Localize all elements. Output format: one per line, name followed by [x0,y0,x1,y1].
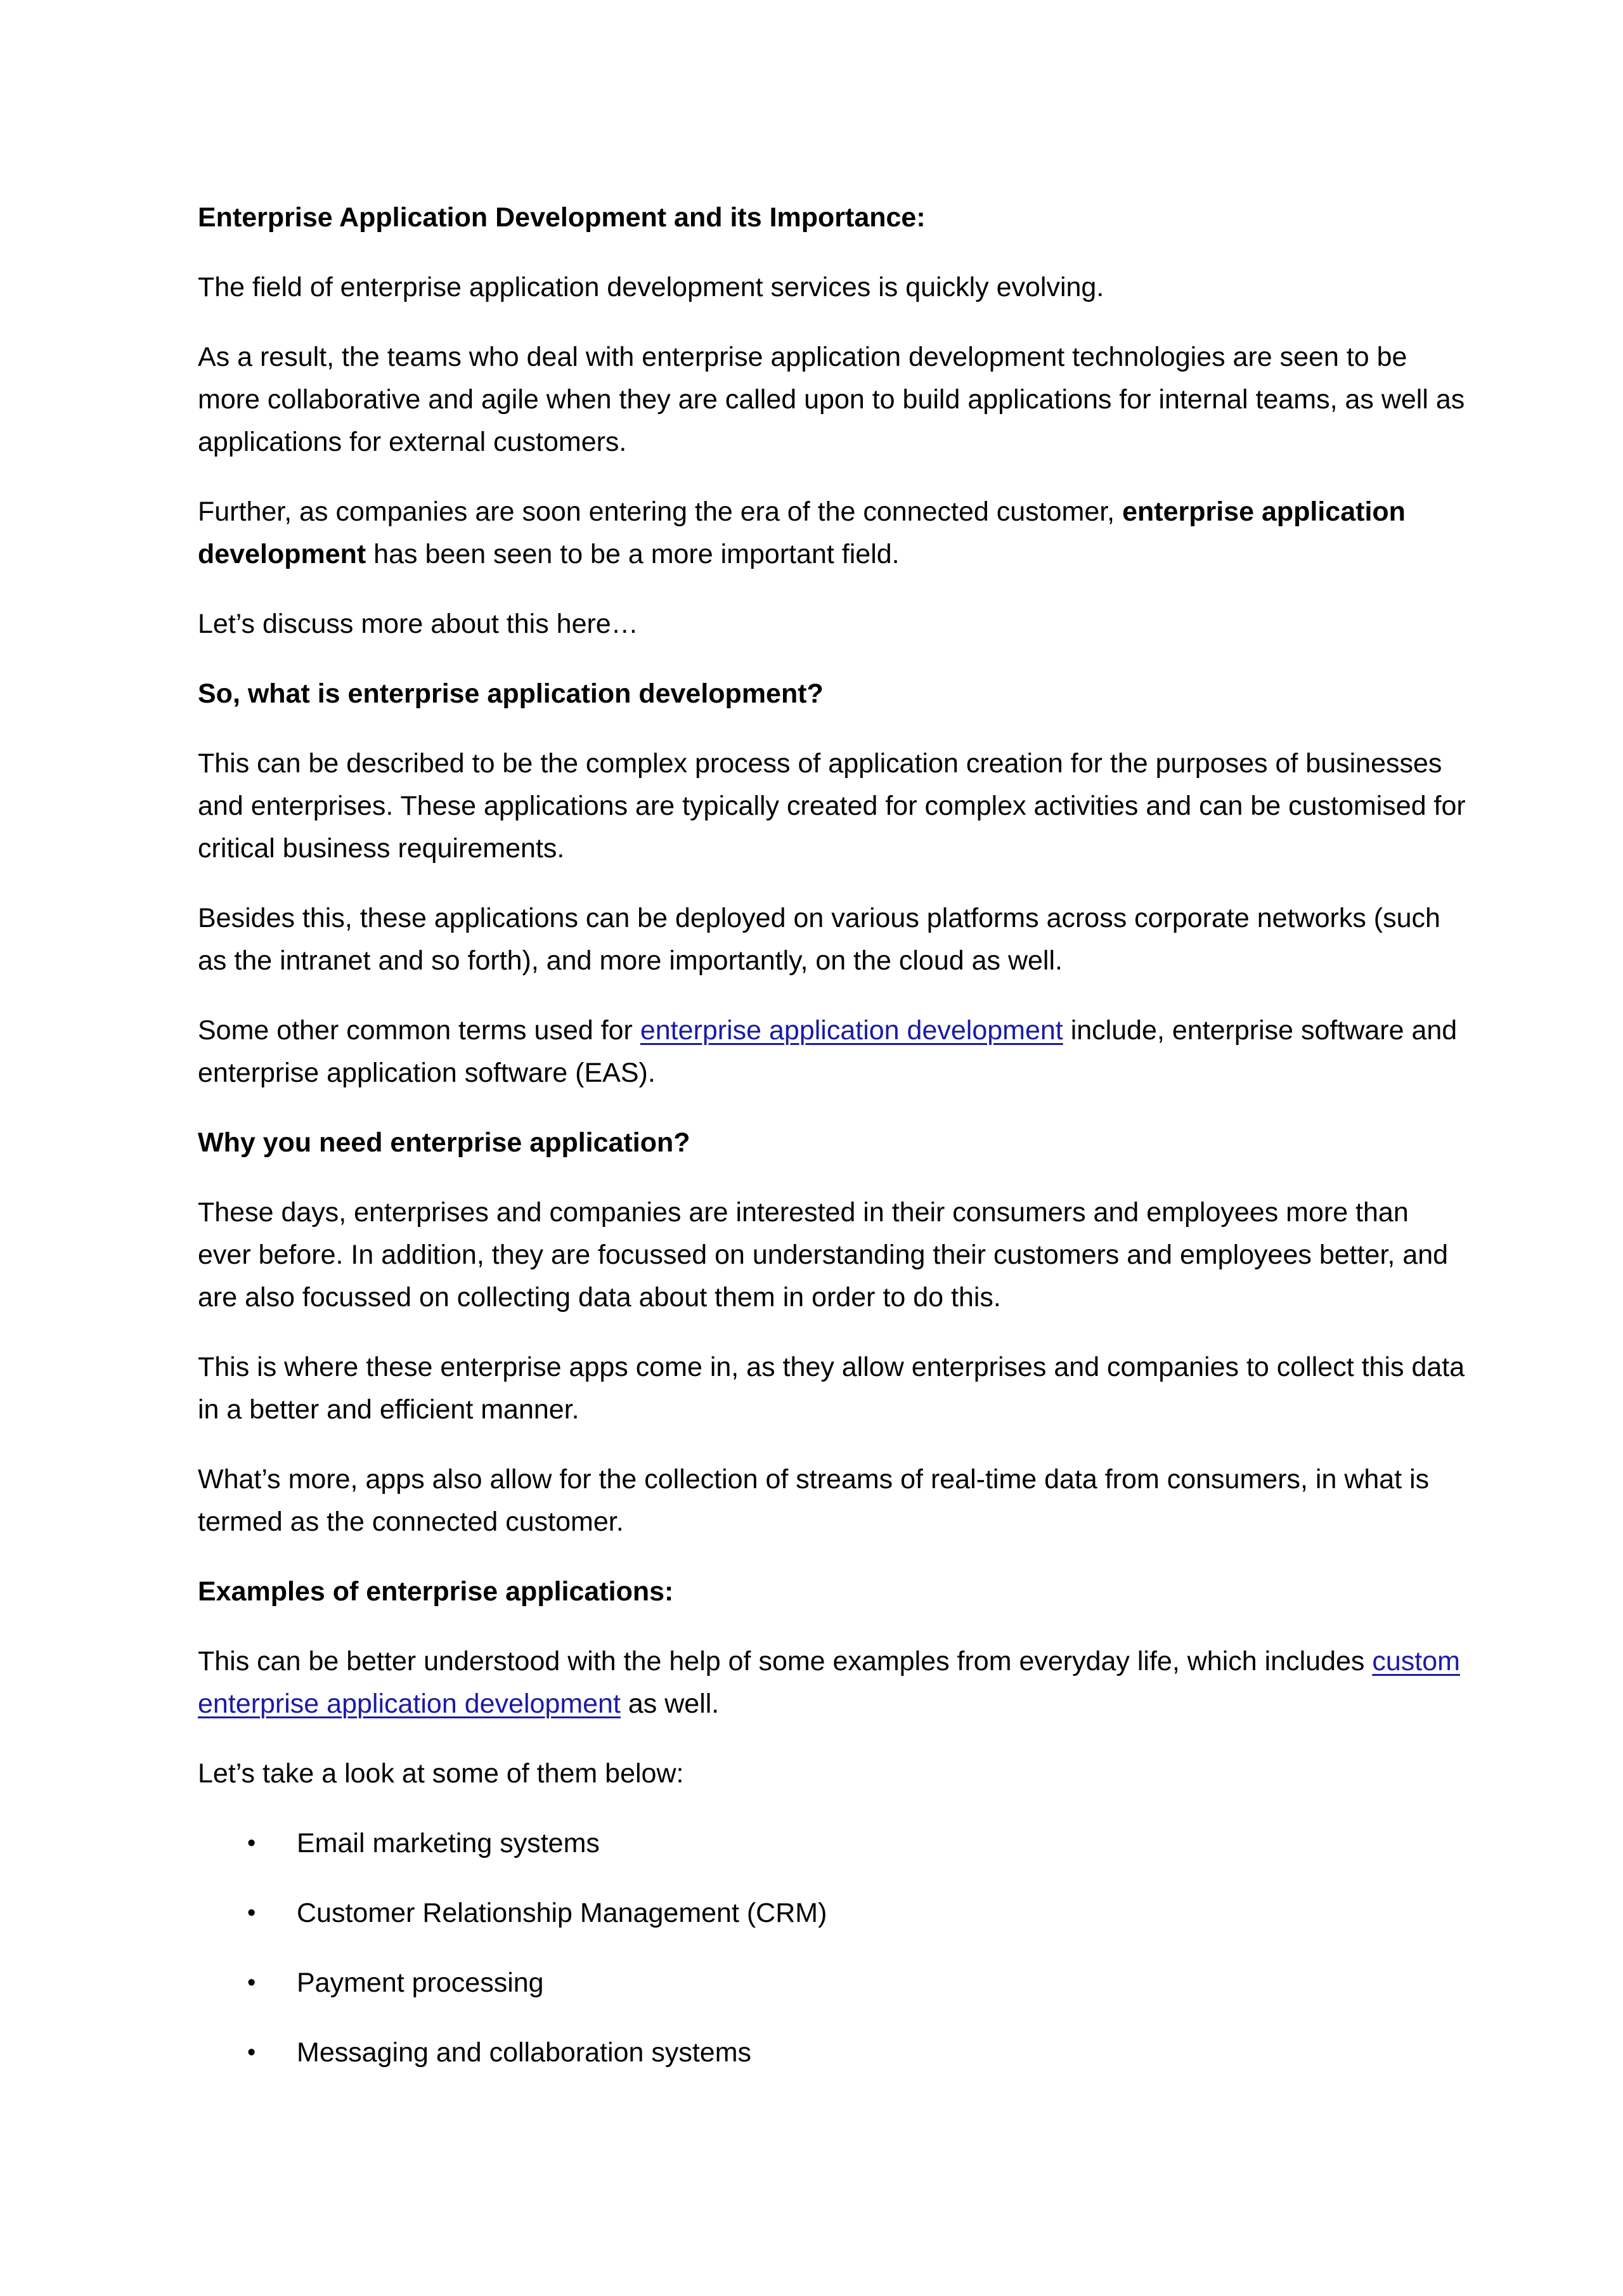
bullet-icon: • [247,1900,256,1926]
paragraph-text: This can be better understood with the help of some examples from everyday life, which includes [198,1646,1373,1677]
custom-enterprise-application-development-link[interactable]: custom enterprise application development [198,1646,1460,1719]
paragraph-common-terms [198,1009,1466,1094]
bullet-icon: • [247,1969,256,1996]
paragraph-text: Some other common terms used for [198,1015,640,1046]
paragraph-text: has been seen to be a more important field. [366,539,900,569]
section-heading-what-is: So, what is enterprise application development? [198,678,824,709]
paragraph-text: as well. [620,1689,720,1719]
list-item [198,1892,1466,1935]
list-item [198,1962,1466,2004]
paragraph-text: Further, as companies are soon entering the era of the connected customer, [198,496,1123,527]
enterprise-application-development-link[interactable]: enterprise application development [640,1015,1063,1046]
paragraph-deployment: Besides this, these applications can be deployed on various platforms across corporate networks (such as the intranet and so forth), and more importantly, on the cloud as well. [198,903,1440,976]
list-item-text: Email marketing systems [297,1828,600,1858]
list-item [198,1822,1466,1865]
paragraph-consumers: These days, enterprises and companies are interested in their consumers and employees more than ever before. In addition, they are focussed on understanding their customers and employees better, and are also focussed on collecting data about them in order to do this. [198,1197,1449,1313]
section-heading-examples: Examples of enterprise applications: [198,1576,674,1607]
bullet-icon: • [247,1830,256,1857]
paragraph-intro: The field of enterprise application development services is quickly evolving. [198,272,1104,302]
section-heading-why-need: Why you need enterprise application? [198,1127,690,1158]
list-item-text: Messaging and collaboration systems [297,2037,752,2068]
paragraph-apps-collect: This is where these enterprise apps come in, as they allow enterprises and companies to collect this data in a better and efficient manner. [198,1352,1465,1425]
paragraph-real-time: What’s more, apps also allow for the collection of streams of real-time data from consumers, in what is termed as the connected customer. [198,1464,1430,1537]
paragraph-result: As a result, the teams who deal with enterprise application development technologies are seen to be more collaborative and agile when they are called upon to build applications for internal teams, as well as applications for external customers. [198,342,1465,457]
paragraph-discuss: Let’s discuss more about this here… [198,609,638,639]
paragraph-examples [198,1640,1466,1725]
bullet-icon: • [247,2039,256,2066]
paragraph-definition: This can be described to be the complex process of application creation for the purposes of businesses and enterprises. These applications are typically created for complex activities and can be customised for critical business requirements. [198,748,1466,864]
document-page [198,197,1466,2101]
paragraph-take-look: Let’s take a look at some of them below: [198,1758,684,1789]
document-title: Enterprise Application Development and its Importance: [198,202,926,233]
bold-term: enterprise application development [198,496,1406,569]
examples-list [198,1822,1466,2074]
list-item-text: Payment processing [297,1968,544,1998]
paragraph-connected-customer [198,491,1466,576]
list-item-text: Customer Relationship Management (CRM) [297,1898,827,1928]
paragraph-text: include, enterprise software and enterprise application software (EAS). [198,1015,1458,1088]
list-item [198,2032,1466,2074]
